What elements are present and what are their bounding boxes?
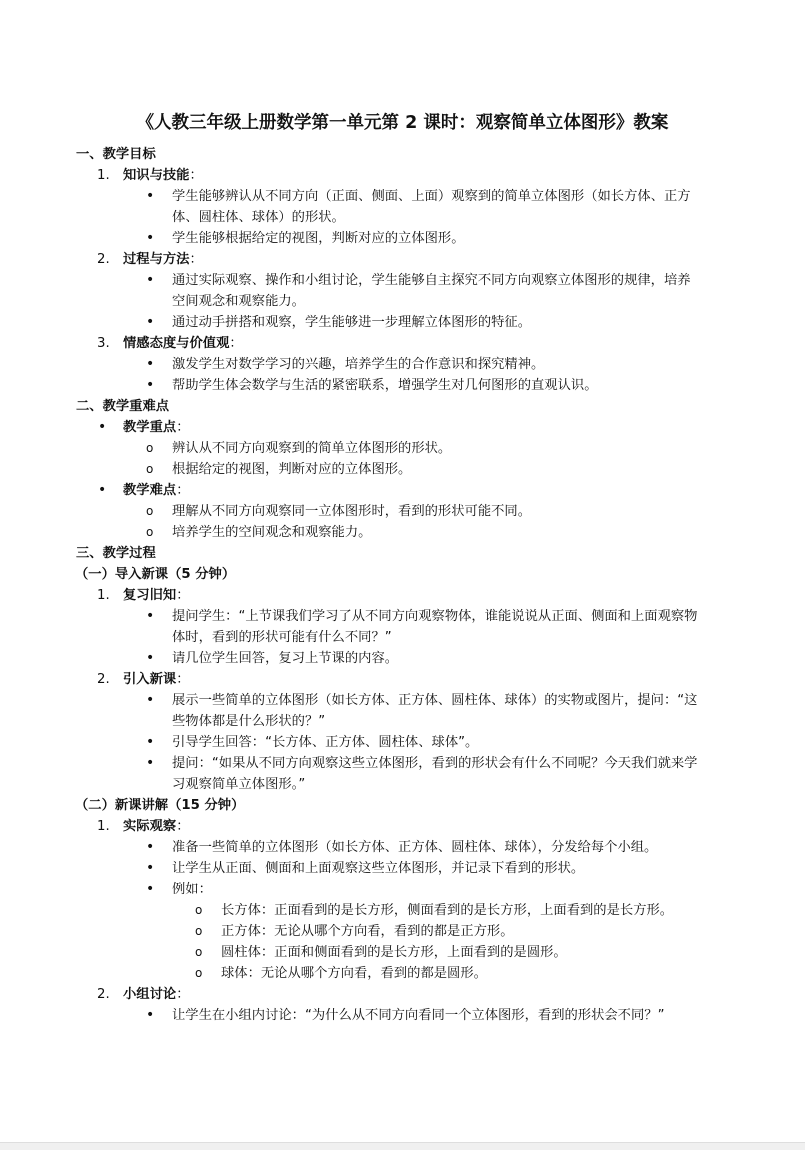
sub-bullet-item: o 辨认从不同方向观察到的简单立体图形的形状。	[0, 438, 805, 459]
section-heading-objectives: 一、教学目标	[76, 147, 156, 162]
bullet-item: • 请几位学生回答，复习上节课的内容。	[0, 648, 805, 669]
bullet-item: • 引导学生回答：“长方体、正方体、圆柱体、球体”。	[0, 732, 805, 753]
bullet-item: • 教学重点：	[0, 417, 805, 438]
circle-bullet-icon: o	[146, 504, 154, 518]
circle-bullet-icon: o	[195, 945, 203, 959]
bullet-item: • 让学生在小组内讨论：“为什么从不同方向看同一个立体图形，看到的形状会不同？”	[0, 1005, 805, 1026]
bullet-icon: •	[146, 314, 155, 330]
list-number: 2.	[97, 252, 110, 267]
sub-bullet-item: o 理解从不同方向观察同一立体图形时，看到的形状可能不同。	[0, 501, 805, 522]
sub-bullet-item: o 培养学生的空间观念和观察能力。	[0, 522, 805, 543]
section-heading-key-points: 二、教学重难点	[76, 399, 170, 414]
subsection-heading-intro: （一）导入新课（5 分钟）	[75, 567, 236, 582]
bullet-item: • 让学生从正面、侧面和上面观察这些立体图形，并记录下看到的形状。	[0, 858, 805, 879]
list-number: 1.	[97, 588, 110, 603]
bullet-icon: •	[98, 482, 107, 498]
item-label: 知识与技能	[123, 168, 190, 183]
bullet-item: • 教学难点：	[0, 480, 805, 501]
circle-bullet-icon: o	[146, 525, 154, 539]
bullet-item: • 学生能够根据给定的视图，判断对应的立体图形。	[0, 228, 805, 249]
list-number: 2.	[97, 672, 110, 687]
item-label: 教学难点	[123, 483, 177, 498]
bullet-item-continued: 体、圆柱体、球体）的形状。	[172, 210, 345, 225]
document-body	[0, 144, 805, 1026]
bullet-icon: •	[146, 188, 155, 204]
bullet-item-continued: 体时，看到的形状可能有什么不同？”	[172, 630, 392, 645]
bullet-icon: •	[146, 881, 155, 897]
section-heading-process: 三、教学过程	[76, 546, 156, 561]
bullet-icon: •	[146, 734, 155, 750]
circle-bullet-icon: o	[195, 903, 203, 917]
bullet-item: • 帮助学生体会数学与生活的紧密联系，增强学生对几何图形的直观认识。	[0, 375, 805, 396]
bullet-item: • 展示一些简单的立体图形（如长方体、正方体、圆柱体、球体）的实物或图片，提问：“这	[0, 690, 805, 711]
item-label: 实际观察	[123, 819, 177, 834]
list-item: 1. 实际观察：	[0, 816, 805, 837]
list-number: 2.	[97, 987, 110, 1002]
bullet-item: • 通过动手拼搭和观察，学生能够进一步理解立体图形的特征。	[0, 312, 805, 333]
list-number: 1.	[97, 819, 110, 834]
list-item: 2. 引入新课：	[0, 669, 805, 690]
bullet-item: • 例如：	[0, 879, 805, 900]
list-item: 2. 过程与方法：	[0, 249, 805, 270]
bullet-icon: •	[146, 860, 155, 876]
item-label: 复习旧知	[123, 588, 177, 603]
sub-bullet-item: o 长方体：正面看到的是长方形，侧面看到的是长方形，上面看到的是长方形。	[0, 900, 805, 921]
bullet-icon: •	[146, 272, 155, 288]
item-label: 引入新课	[123, 672, 177, 687]
bullet-icon: •	[98, 419, 107, 435]
sub-bullet-item: o 圆柱体：正面和侧面看到的是长方形，上面看到的是圆形。	[0, 942, 805, 963]
circle-bullet-icon: o	[195, 924, 203, 938]
document-title: 《人教三年级上册数学第一单元第 2 课时：观察简单立体图形》教案	[136, 113, 669, 133]
bullet-item: • 激发学生对数学学习的兴趣，培养学生的合作意识和探究精神。	[0, 354, 805, 375]
bullet-item-continued: 习观察简单立体图形。”	[172, 777, 306, 792]
list-number: 3.	[97, 336, 110, 351]
list-item: 1. 复习旧知：	[0, 585, 805, 606]
subsection-heading-new-lesson: （二）新课讲解（15 分钟）	[75, 798, 245, 813]
bullet-item: • 提问：“如果从不同方向观察这些立体图形，看到的形状会有什么不同呢？今天我们就来学	[0, 753, 805, 774]
bullet-item: • 学生能够辨认从不同方向（正面、侧面、上面）观察到的简单立体图形（如长方体、正方	[0, 186, 805, 207]
sub-bullet-item: o 球体：无论从哪个方向看，看到的都是圆形。	[0, 963, 805, 984]
circle-bullet-icon: o	[146, 441, 154, 455]
circle-bullet-icon: o	[146, 462, 154, 476]
bullet-icon: •	[146, 650, 155, 666]
item-label: 情感态度与价值观	[123, 336, 230, 351]
list-item: 3. 情感态度与价值观：	[0, 333, 805, 354]
bullet-icon: •	[146, 1007, 155, 1023]
sub-bullet-item: o 正方体：无论从哪个方向看，看到的都是正方形。	[0, 921, 805, 942]
item-label: 过程与方法	[123, 252, 190, 267]
list-item: 2. 小组讨论：	[0, 984, 805, 1005]
bullet-icon: •	[146, 692, 155, 708]
list-number: 1.	[97, 168, 110, 183]
bullet-icon: •	[146, 377, 155, 393]
bullet-item-continued: 些物体都是什么形状的？”	[172, 714, 326, 729]
list-item: 1. 知识与技能：	[0, 165, 805, 186]
bullet-item: • 准备一些简单的立体图形（如长方体、正方体、圆柱体、球体），分发给每个小组。	[0, 837, 805, 858]
bullet-icon: •	[146, 608, 155, 624]
sub-bullet-item: o 根据给定的视图，判断对应的立体图形。	[0, 459, 805, 480]
bullet-item: • 通过实际观察、操作和小组讨论，学生能够自主探究不同方向观察立体图形的规律，培养	[0, 270, 805, 291]
bullet-icon: •	[146, 755, 155, 771]
bullet-icon: •	[146, 839, 155, 855]
item-label: 小组讨论	[123, 987, 177, 1002]
bullet-icon: •	[146, 356, 155, 372]
circle-bullet-icon: o	[195, 966, 203, 980]
item-label: 教学重点	[123, 420, 177, 435]
bullet-item: • 提问学生：“上节课我们学习了从不同方向观察物体，谁能说说从正面、侧面和上面观察物	[0, 606, 805, 627]
bullet-item-continued: 空间观念和观察能力。	[172, 294, 305, 309]
bullet-icon: •	[146, 230, 155, 246]
